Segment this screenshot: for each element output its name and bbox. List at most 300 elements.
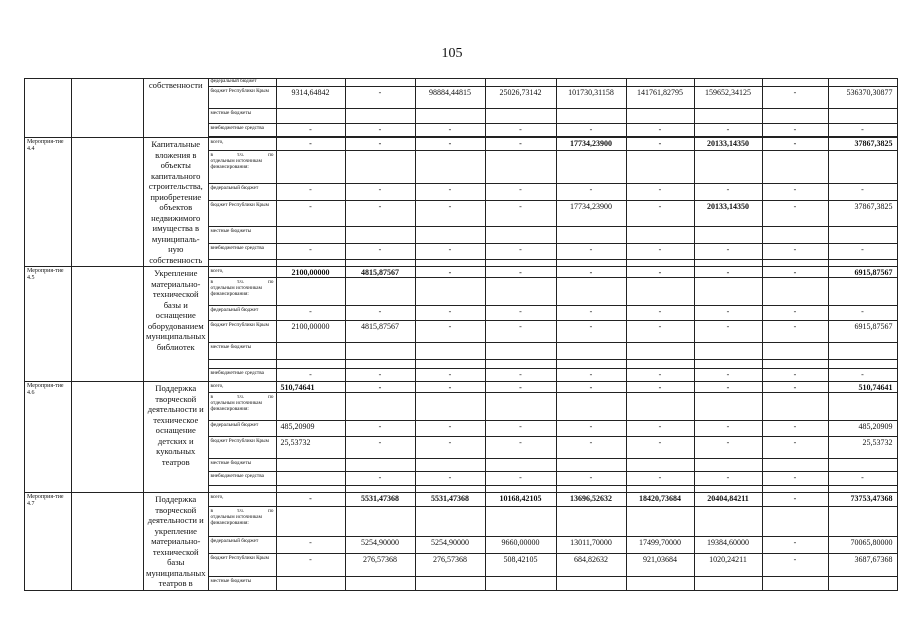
value-cell: 6915,87567 [828, 321, 897, 343]
measure-name: Капитальные вложения в объекты капитального строительства, приобретение объектов недвижимого имущества в муниципаль-ную собственность [144, 138, 209, 267]
value-cell: - [694, 369, 762, 382]
table-row [25, 138, 898, 151]
value-cell: - [556, 421, 626, 437]
value-cell [828, 227, 897, 243]
incl-word: т.ч. [236, 279, 245, 285]
value-cell: - [694, 124, 762, 137]
value-cell [762, 259, 828, 266]
value-cell [694, 109, 762, 124]
value-cell: - [694, 243, 762, 259]
table-row [25, 493, 898, 507]
value-cell: - [828, 124, 897, 137]
value-cell: 20404,84211 [694, 493, 762, 507]
value-cell [276, 360, 345, 369]
value-cell [694, 486, 762, 493]
value-cell: 6915,87567 [828, 267, 897, 278]
source-label: бюджет Республики Крым [208, 437, 276, 459]
source-label: местные бюджеты [208, 459, 276, 472]
value-cell: - [762, 87, 828, 109]
source-label: бюджет Республики Крым [208, 201, 276, 227]
value-cell: - [485, 124, 556, 137]
incl-rest: отдельным источникам финансирования: [210, 157, 262, 170]
source-label: местные бюджеты [208, 227, 276, 243]
value-cell [345, 150, 415, 183]
value-cell: 13011,70000 [556, 537, 626, 553]
incl-word: по [268, 151, 274, 158]
value-cell: 70065,80000 [828, 537, 897, 553]
value-cell: - [694, 437, 762, 459]
value-cell [828, 486, 897, 493]
value-cell: 508,42105 [485, 553, 556, 577]
value-cell: - [485, 306, 556, 321]
value-cell [415, 259, 485, 266]
value-cell [276, 459, 345, 472]
value-cell [626, 227, 694, 243]
value-cell: 276,57368 [345, 553, 415, 577]
value-cell [556, 577, 626, 590]
measure-name: Укрепление материально-технической базы и оснащение оборудованием муниципальных библиотек [144, 267, 209, 382]
value-cell [415, 150, 485, 183]
value-cell: - [276, 493, 345, 507]
value-cell [345, 109, 415, 124]
value-cell: 17499,70000 [626, 537, 694, 553]
value-cell: - [626, 201, 694, 227]
value-cell: 4815,87567 [345, 267, 415, 278]
value-cell: 2100,00000 [276, 321, 345, 343]
value-cell [762, 486, 828, 493]
value-cell: - [345, 138, 415, 151]
value-cell: - [556, 243, 626, 259]
value-cell [276, 343, 345, 360]
incl-rest: отдельным источникам финансирования: [210, 400, 262, 412]
source-label: всего, [208, 267, 276, 278]
value-cell: - [626, 138, 694, 151]
value-cell [345, 227, 415, 243]
value-cell [556, 109, 626, 124]
incl-word: по [268, 279, 274, 285]
value-cell: 18420,73684 [626, 493, 694, 507]
value-cell: 159652,34125 [694, 87, 762, 109]
value-cell [694, 360, 762, 369]
spacer-cell [72, 79, 144, 138]
measure-code: Мероприя-тие 4.5 [25, 267, 72, 382]
value-cell: 101730,31158 [556, 87, 626, 109]
value-cell [415, 278, 485, 306]
value-cell: 37867,3825 [828, 138, 897, 151]
value-cell: - [762, 306, 828, 321]
value-cell: 73753,47368 [828, 493, 897, 507]
value-cell [556, 343, 626, 360]
value-cell: - [762, 321, 828, 343]
value-cell: - [415, 437, 485, 459]
source-label [208, 259, 276, 266]
value-cell: - [276, 537, 345, 553]
value-cell [415, 360, 485, 369]
value-cell [276, 79, 345, 87]
value-cell [276, 278, 345, 306]
value-cell: - [415, 124, 485, 137]
value-cell [828, 459, 897, 472]
value-cell [828, 109, 897, 124]
source-label: внебюджетные средства [208, 369, 276, 382]
value-cell: - [345, 369, 415, 382]
incl-word: в [210, 508, 213, 515]
value-cell [276, 472, 345, 486]
table-row [25, 79, 898, 87]
source-label: местные бюджеты [208, 577, 276, 590]
value-cell [345, 459, 415, 472]
value-cell: 9660,00000 [485, 537, 556, 553]
value-cell [485, 360, 556, 369]
value-cell: - [694, 267, 762, 278]
value-cell [828, 79, 897, 87]
value-cell: - [276, 553, 345, 577]
value-cell: 141761,82795 [626, 87, 694, 109]
value-cell: - [828, 472, 897, 486]
value-cell: - [694, 472, 762, 486]
value-cell: - [762, 138, 828, 151]
value-cell: - [762, 472, 828, 486]
measure-name: Поддержка творческой деятельности и укрепление материально-технической базы муниципальных театров в [144, 493, 209, 591]
value-cell: - [345, 243, 415, 259]
value-cell: - [485, 243, 556, 259]
value-cell [694, 393, 762, 421]
page-number: 105 [441, 46, 463, 61]
value-cell: - [415, 201, 485, 227]
value-cell [345, 79, 415, 87]
value-cell: - [556, 472, 626, 486]
incl-word: в [210, 279, 213, 285]
value-cell: - [345, 124, 415, 137]
value-cell [556, 150, 626, 183]
value-cell: 25,53732 [828, 437, 897, 459]
value-cell: - [485, 437, 556, 459]
value-cell: - [415, 138, 485, 151]
value-cell [485, 459, 556, 472]
value-cell: - [626, 183, 694, 201]
value-cell [485, 486, 556, 493]
value-cell: - [762, 369, 828, 382]
value-cell [828, 259, 897, 266]
value-cell: - [762, 493, 828, 507]
value-cell [276, 227, 345, 243]
value-cell: - [626, 437, 694, 459]
value-cell [762, 109, 828, 124]
value-cell: 536370,30877 [828, 87, 897, 109]
table-row [25, 382, 898, 393]
value-cell: - [485, 201, 556, 227]
value-cell: - [415, 267, 485, 278]
value-cell: - [485, 267, 556, 278]
value-cell [485, 259, 556, 266]
value-cell [556, 79, 626, 87]
value-cell [828, 343, 897, 360]
value-cell [626, 393, 694, 421]
value-cell: 25,53732 [276, 437, 345, 459]
value-cell: 37867,3825 [828, 201, 897, 227]
value-cell: - [762, 201, 828, 227]
value-cell: - [694, 421, 762, 437]
value-cell [762, 577, 828, 590]
source-label [208, 486, 276, 493]
value-cell: 4815,87567 [345, 321, 415, 343]
incl-word: в [210, 151, 213, 158]
source-label [208, 393, 276, 421]
value-cell: 276,57368 [415, 553, 485, 577]
value-cell: - [415, 306, 485, 321]
value-cell: 5254,90000 [345, 537, 415, 553]
source-label [208, 150, 276, 183]
value-cell: - [556, 306, 626, 321]
value-cell: 17734,23900 [556, 138, 626, 151]
source-label: местные бюджеты [208, 343, 276, 360]
value-cell [828, 150, 897, 183]
source-label: всего, [208, 382, 276, 393]
value-cell: - [626, 306, 694, 321]
value-cell [276, 577, 345, 590]
value-cell [485, 79, 556, 87]
value-cell [345, 343, 415, 360]
value-cell [485, 227, 556, 243]
value-cell [415, 227, 485, 243]
measure-name: собственности [144, 79, 209, 138]
value-cell: 25026,73142 [485, 87, 556, 109]
value-cell: 510,74641 [276, 382, 345, 393]
value-cell [828, 278, 897, 306]
value-cell: - [828, 306, 897, 321]
source-label: федеральный бюджет [208, 537, 276, 553]
value-cell: - [762, 421, 828, 437]
value-cell: 20133,14350 [694, 138, 762, 151]
value-cell [485, 150, 556, 183]
spacer-cell [72, 138, 144, 267]
value-cell: - [828, 369, 897, 382]
value-cell [626, 360, 694, 369]
source-label [208, 360, 276, 369]
value-cell [485, 577, 556, 590]
value-cell [276, 393, 345, 421]
measure-name: Поддержка творческой деятельности и техническое оснащение детских и кукольных театров [144, 382, 209, 493]
value-cell [694, 278, 762, 306]
value-cell: - [485, 472, 556, 486]
value-cell [694, 227, 762, 243]
value-cell: - [762, 267, 828, 278]
spacer-cell [72, 382, 144, 493]
table-row [25, 267, 898, 278]
value-cell [694, 459, 762, 472]
value-cell: 510,74641 [828, 382, 897, 393]
value-cell [626, 507, 694, 537]
value-cell: - [626, 267, 694, 278]
value-cell [415, 109, 485, 124]
source-label: федеральный бюджет [208, 183, 276, 201]
value-cell: - [345, 421, 415, 437]
value-cell [415, 79, 485, 87]
value-cell: - [626, 369, 694, 382]
value-cell: - [345, 472, 415, 486]
value-cell: - [694, 382, 762, 393]
spacer-cell [72, 493, 144, 591]
value-cell: - [828, 183, 897, 201]
value-cell [626, 109, 694, 124]
value-cell [415, 343, 485, 360]
value-cell [345, 278, 415, 306]
value-cell [345, 577, 415, 590]
incl-rest: отдельным источникам финансирования: [210, 285, 262, 297]
source-label: внебюджетные средства [208, 124, 276, 137]
value-cell: - [556, 369, 626, 382]
value-cell [694, 79, 762, 87]
value-cell [626, 79, 694, 87]
value-cell: - [694, 306, 762, 321]
value-cell [626, 259, 694, 266]
value-cell: - [694, 183, 762, 201]
incl-word: т.ч. [236, 151, 245, 158]
value-cell [556, 486, 626, 493]
source-label: федеральный бюджет [208, 306, 276, 321]
value-cell: - [762, 437, 828, 459]
value-cell [762, 507, 828, 537]
value-cell [276, 150, 345, 183]
value-cell: - [762, 243, 828, 259]
value-cell: 485,20909 [828, 421, 897, 437]
value-cell [276, 109, 345, 124]
source-label: местные бюджеты [208, 109, 276, 124]
value-cell: - [345, 201, 415, 227]
value-cell: - [276, 369, 345, 382]
value-cell: 20133,14350 [694, 201, 762, 227]
value-cell [762, 79, 828, 87]
value-cell [762, 150, 828, 183]
value-cell: - [626, 382, 694, 393]
value-cell: 9314,64842 [276, 87, 345, 109]
value-cell [762, 343, 828, 360]
value-cell: - [276, 124, 345, 137]
value-cell: 3687,67368 [828, 553, 897, 577]
value-cell: - [415, 382, 485, 393]
value-cell: 10168,42105 [485, 493, 556, 507]
value-cell: - [762, 382, 828, 393]
value-cell [556, 227, 626, 243]
value-cell: - [415, 369, 485, 382]
value-cell [626, 278, 694, 306]
value-cell: - [762, 537, 828, 553]
value-cell [694, 577, 762, 590]
source-label: федеральный бюджет [208, 421, 276, 437]
source-label: внебюджетные средства [208, 243, 276, 259]
value-cell [345, 507, 415, 537]
value-cell [762, 459, 828, 472]
source-label [208, 507, 276, 537]
value-cell [415, 507, 485, 537]
value-cell: - [485, 183, 556, 201]
value-cell: - [276, 138, 345, 151]
value-cell [694, 150, 762, 183]
value-cell: 13696,52632 [556, 493, 626, 507]
value-cell: - [762, 124, 828, 137]
value-cell: - [415, 472, 485, 486]
value-cell [415, 577, 485, 590]
value-cell [762, 393, 828, 421]
funding-table-body [25, 79, 898, 591]
measure-code: Мероприя-тие 4.4 [25, 138, 72, 267]
spacer-cell [72, 267, 144, 382]
source-label [208, 278, 276, 306]
value-cell: - [762, 183, 828, 201]
measure-code: Мероприя-тие 4.7 [25, 493, 72, 591]
value-cell: - [485, 138, 556, 151]
value-cell [345, 486, 415, 493]
value-cell [345, 393, 415, 421]
incl-word: в [210, 394, 213, 400]
incl-word: т.ч. [236, 394, 245, 400]
value-cell [626, 459, 694, 472]
source-label: всего, [208, 493, 276, 507]
value-cell: 17734,23900 [556, 201, 626, 227]
value-cell [556, 393, 626, 421]
value-cell [762, 278, 828, 306]
value-cell: - [762, 553, 828, 577]
value-cell: - [626, 124, 694, 137]
value-cell: 2100,00000 [276, 267, 345, 278]
value-cell [626, 150, 694, 183]
measure-code: Мероприя-тие 4.6 [25, 382, 72, 493]
value-cell: - [415, 421, 485, 437]
value-cell [485, 507, 556, 537]
value-cell: 19384,60000 [694, 537, 762, 553]
value-cell: - [276, 243, 345, 259]
value-cell [485, 278, 556, 306]
value-cell: - [415, 183, 485, 201]
value-cell [694, 507, 762, 537]
value-cell: - [485, 382, 556, 393]
value-cell: - [485, 421, 556, 437]
value-cell: - [556, 382, 626, 393]
value-cell: - [276, 306, 345, 321]
value-cell: 5531,47368 [345, 493, 415, 507]
value-cell [762, 227, 828, 243]
value-cell [415, 486, 485, 493]
incl-word: т.ч. [236, 508, 245, 515]
value-cell: 1020,24211 [694, 553, 762, 577]
value-cell [556, 259, 626, 266]
value-cell: - [626, 421, 694, 437]
value-cell: 5531,47368 [415, 493, 485, 507]
value-cell: - [556, 321, 626, 343]
value-cell: - [828, 243, 897, 259]
value-cell: - [485, 369, 556, 382]
incl-rest: отдельным источникам финансирования: [210, 514, 262, 527]
value-cell [485, 109, 556, 124]
value-cell [556, 278, 626, 306]
value-cell [626, 486, 694, 493]
value-cell [828, 577, 897, 590]
value-cell: - [345, 183, 415, 201]
value-cell: - [415, 243, 485, 259]
source-label: всего, [208, 138, 276, 151]
value-cell: - [626, 321, 694, 343]
value-cell [828, 360, 897, 369]
value-cell: 684,82632 [556, 553, 626, 577]
value-cell [276, 259, 345, 266]
incl-word: по [268, 394, 274, 400]
value-cell: - [556, 124, 626, 137]
value-cell: 485,20909 [276, 421, 345, 437]
value-cell [556, 360, 626, 369]
value-cell [485, 343, 556, 360]
source-label: внебюджетные средства [208, 472, 276, 486]
value-cell: - [345, 87, 415, 109]
